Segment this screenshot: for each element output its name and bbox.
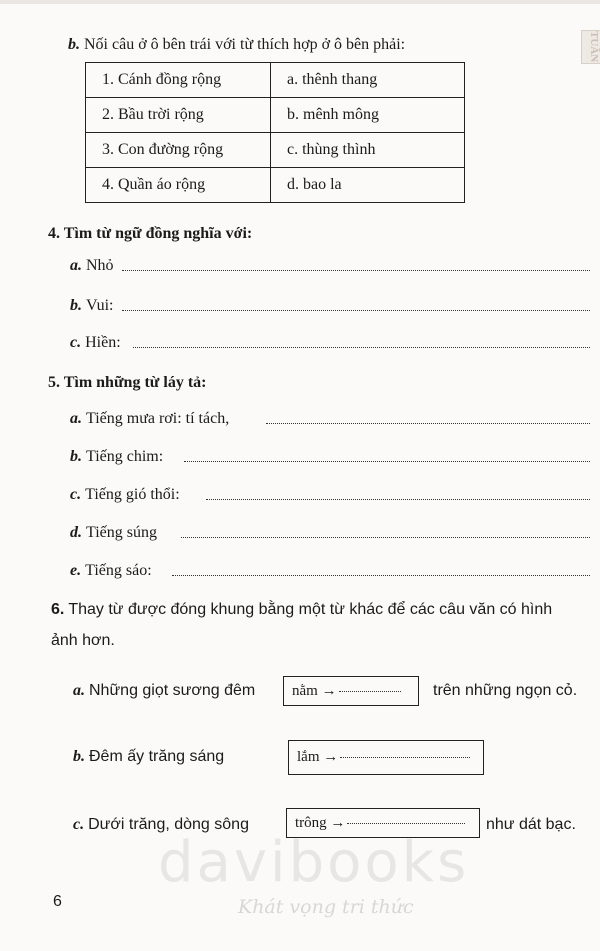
page-number: 6 bbox=[53, 893, 62, 910]
q6-item-b bbox=[73, 748, 224, 766]
question-6-title bbox=[51, 601, 552, 619]
section-b-marker: b. bbox=[68, 36, 80, 53]
item-text: Hiền: bbox=[85, 334, 121, 351]
item-marker: a. bbox=[73, 682, 85, 699]
right-cell: d. bao la bbox=[271, 168, 465, 203]
boxed-word: nằm → bbox=[292, 683, 337, 699]
item-marker: e. bbox=[70, 562, 82, 579]
table-row bbox=[86, 133, 465, 168]
matching-table bbox=[85, 62, 465, 203]
q5-item-d bbox=[70, 524, 157, 542]
item-text: Tiếng gió thổi: bbox=[85, 486, 180, 503]
answer-line[interactable] bbox=[181, 537, 590, 538]
answer-line[interactable] bbox=[122, 270, 590, 271]
item-text: Tiếng súng bbox=[86, 524, 157, 541]
item-marker: a. bbox=[70, 257, 82, 274]
table-row bbox=[86, 98, 465, 133]
question-5-title: 5. Tìm những từ láy tả: bbox=[48, 374, 207, 391]
answer-line[interactable] bbox=[133, 347, 590, 348]
answer-line[interactable] bbox=[206, 499, 590, 500]
item-text: Tiếng sáo: bbox=[85, 562, 152, 579]
q6-item-a bbox=[73, 682, 255, 700]
side-tab: TUẦN bbox=[581, 30, 600, 64]
answer-line[interactable] bbox=[266, 423, 590, 424]
question-6-line1: Thay từ được đóng khung bằng một từ khác để các câu văn có hình bbox=[68, 601, 553, 618]
q5-item-c bbox=[70, 486, 180, 504]
q5-item-e bbox=[70, 562, 152, 580]
answer-line[interactable] bbox=[184, 461, 590, 462]
item-text: Tiếng mưa rơi: tí tách, bbox=[86, 410, 230, 427]
item-marker: b. bbox=[70, 448, 82, 465]
fill-line[interactable] bbox=[347, 823, 465, 824]
item-marker: c. bbox=[70, 486, 82, 503]
right-cell: a. thênh thang bbox=[271, 63, 465, 98]
watermark-brand: davibooks bbox=[158, 830, 470, 895]
item-marker: a. bbox=[70, 410, 82, 427]
left-cell: 2. Bầu trời rộng bbox=[86, 98, 271, 133]
item-marker: d. bbox=[70, 524, 82, 541]
question-6-line2: ảnh hơn. bbox=[51, 632, 115, 649]
q4-item-c bbox=[70, 334, 121, 352]
q6-item-a-after: trên những ngọn cỏ. bbox=[433, 682, 578, 699]
left-cell: 3. Con đường rộng bbox=[86, 133, 271, 168]
answer-line[interactable] bbox=[172, 575, 590, 576]
left-cell: 4. Quần áo rộng bbox=[86, 168, 271, 203]
boxed-word: lắm → bbox=[297, 749, 339, 765]
item-marker: c. bbox=[73, 816, 85, 833]
item-marker: b. bbox=[73, 748, 85, 765]
item-text: Tiếng chim: bbox=[86, 448, 164, 465]
item-marker: c. bbox=[70, 334, 82, 351]
item-text: Vui: bbox=[86, 297, 114, 314]
boxed-word: trông → bbox=[295, 815, 346, 831]
left-cell: 1. Cánh đồng rộng bbox=[86, 63, 271, 98]
fill-line[interactable] bbox=[339, 691, 401, 692]
replacement-box[interactable] bbox=[283, 676, 419, 706]
q6-item-c-after: như dát bạc. bbox=[486, 816, 576, 833]
replacement-box[interactable] bbox=[288, 740, 484, 775]
item-text: Dưới trăng, dòng sông bbox=[88, 816, 249, 833]
item-text: Những giọt sương đêm bbox=[89, 682, 256, 699]
q5-item-a bbox=[70, 410, 229, 428]
item-marker: b. bbox=[70, 297, 82, 314]
table-row bbox=[86, 63, 465, 98]
q5-item-b bbox=[70, 448, 163, 466]
item-text: Đêm ấy trăng sáng bbox=[89, 748, 225, 765]
answer-line[interactable] bbox=[122, 310, 590, 311]
right-cell: b. mênh mông bbox=[271, 98, 465, 133]
q4-item-a bbox=[70, 257, 114, 275]
watermark-slogan: Khát vọng tri thức bbox=[238, 896, 414, 918]
section-b-instruction bbox=[68, 36, 405, 54]
question-6-number: 6. bbox=[51, 601, 65, 618]
table-row bbox=[86, 168, 465, 203]
top-edge bbox=[0, 0, 600, 4]
question-4-title: 4. Tìm từ ngữ đồng nghĩa với: bbox=[48, 225, 253, 242]
right-cell: c. thùng thình bbox=[271, 133, 465, 168]
fill-line[interactable] bbox=[340, 757, 470, 758]
q4-item-b bbox=[70, 297, 113, 315]
item-text: Nhỏ bbox=[86, 257, 114, 274]
section-b-text: Nối câu ở ô bên trái với từ thích hợp ở ô bên phải: bbox=[84, 36, 406, 53]
